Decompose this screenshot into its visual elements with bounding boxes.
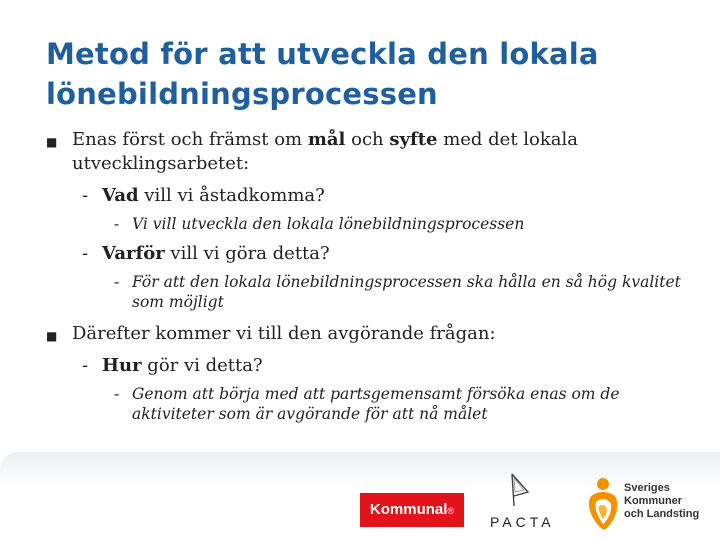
answer-text: Genom att börja med att partsgemensamt försöka enas om de aktiviteter som är avgörande för att nå målet [132, 385, 620, 423]
bullet-level1 [46, 322, 686, 346]
bullet-text: Därefter kommer vi till den avgörande frågan: [72, 323, 496, 344]
bullet-bold-text: syfte [389, 129, 438, 150]
question-keyword: Hur [102, 355, 142, 376]
question-keyword: Vad [102, 185, 139, 206]
pacta-logo [484, 470, 564, 530]
skl-figure-icon [584, 474, 624, 534]
skl-line: Sveriges [624, 482, 670, 494]
bullet-level3 [46, 214, 686, 234]
pacta-logo-text: PACTA [490, 514, 555, 530]
kommunal-logo: Kommunal® [360, 493, 464, 527]
dash-bullet-icon: - [82, 355, 89, 376]
bullet-level1 [46, 128, 686, 176]
dash-bullet-icon: - [114, 385, 120, 403]
square-bullet-icon: ■ [46, 329, 58, 343]
question-keyword: Varför [102, 243, 165, 264]
skl-logo-text [624, 482, 699, 521]
question-text: gör vi detta? [141, 355, 263, 376]
answer-text: Vi vill utveckla den lokala lönebildningsprocessen [132, 215, 525, 233]
bullet-text: och [345, 129, 390, 150]
dash-bullet-icon: - [114, 273, 120, 291]
answer-text: För att den lokala lönebildningsprocessen ska hålla en så hög kvalitet som möjligt [132, 273, 681, 311]
bullet-level2 [46, 354, 686, 378]
bullet-level3 [46, 272, 686, 312]
dash-bullet-icon: - [114, 215, 120, 233]
dash-bullet-icon: - [82, 243, 89, 264]
bullet-level2 [46, 184, 686, 208]
bullet-level3 [46, 384, 686, 424]
slide-title: Metod för att utveckla den lokala lönebildningsprocessen [46, 37, 599, 111]
skl-logo [584, 474, 714, 534]
slide-content [46, 128, 686, 424]
skl-line: och Landsting [624, 508, 700, 520]
kommunal-logo-text: Kommunal [369, 501, 448, 518]
dash-bullet-icon: - [82, 185, 89, 206]
question-text: vill vi göra detta? [164, 243, 330, 264]
bullet-text: Enas först och främst om [72, 129, 308, 150]
question-text: vill vi åstadkomma? [138, 185, 325, 206]
skl-line: Kommuner [624, 495, 683, 507]
bullet-bold-text: mål [307, 129, 346, 150]
square-bullet-icon: ■ [46, 135, 58, 149]
bullet-text: med det lokala utvecklingsarbetet: [72, 129, 579, 174]
bullet-level2 [46, 242, 686, 266]
